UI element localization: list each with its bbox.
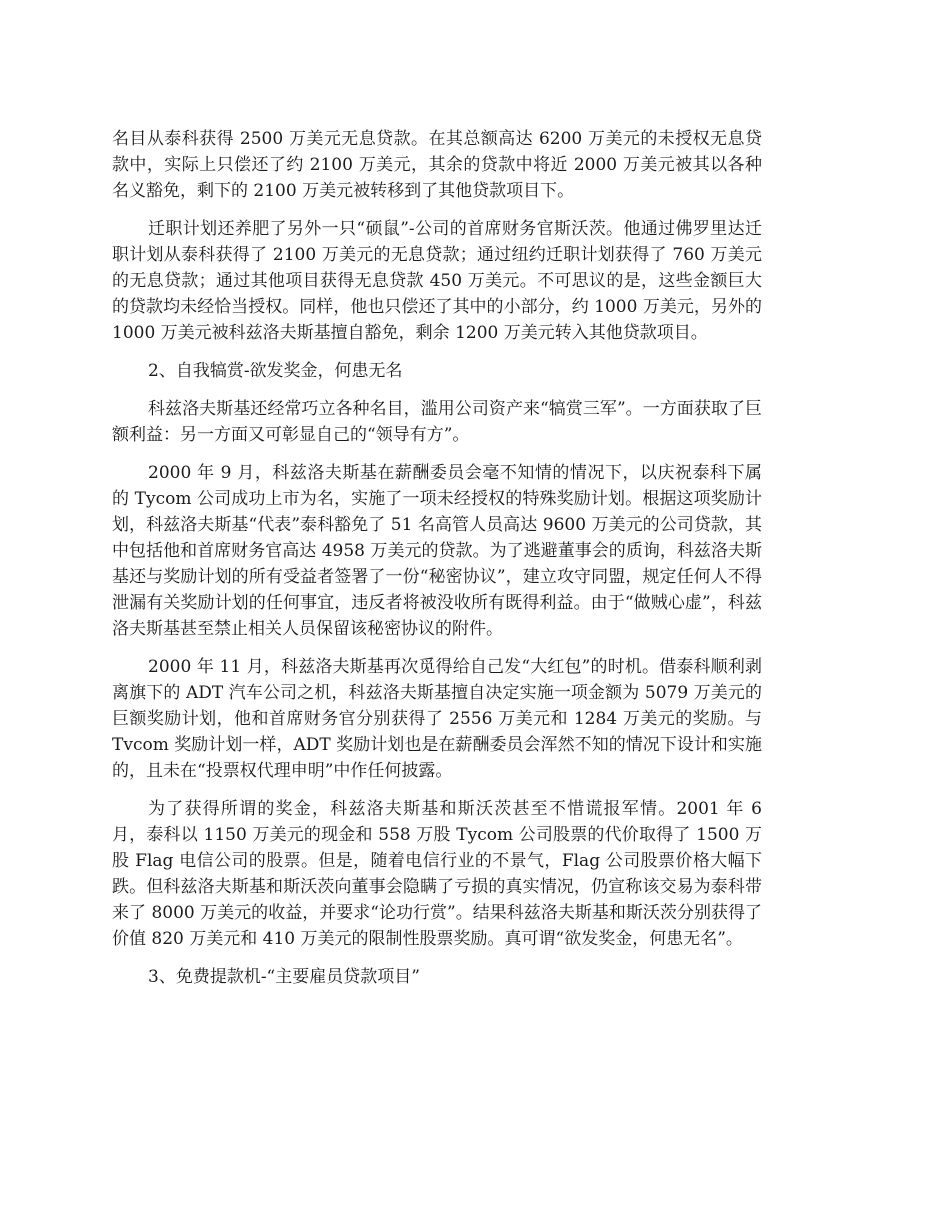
paragraph-flag-deal: 为了获得所谓的奖金，科兹洛夫斯基和斯沃茨甚至不惜谎报军情。2001 年 6 月，泰科以 1150 万美元的现金和 558 万股 Tycom 公司股票的代价取得了 1500 万股 Flag 电信公司的股票。但是，随着电信行业的不景气，Flag 公司股票价格大幅下跌。但科兹洛夫斯基和斯沃茨向董事会隐瞒了亏损的真实情况，仍宣称该交易为泰科带来了 8000 万美元的收益，并要求“论功行赏”。结果科兹洛夫斯基和斯沃茨分别获得了价值 820 万美元和 410 万美元的限制性股票奖励。真可谓“欲发奖金，何患无名”。 — [112, 799, 762, 949]
paragraph-loan-forgiveness: 名目从泰科获得 2500 万美元无息贷款。在其总额高达 6200 万美元的未授权无息贷款中，实际上只偿还了约 2100 万美元，其余的贷款中将近 2000 万美元被其以各种名义豁免，剩下的 2100 万美元被转移到了其他贷款项目下。 — [112, 129, 762, 201]
section-heading-self-reward: 2、自我犒赏-欲发奖金，何患无名 — [148, 361, 403, 381]
paragraph-adt-bonus: 2000 年 11 月，科兹洛夫斯基再次觅得给自己发“大红包”的时机。借泰科顺利剥离旗下的 ADT 汽车公司之机，科兹洛夫斯基擅自决定实施一项金额为 5079 万美元的巨额奖励计划，他和首席财务官分别获得了 2556 万美元和 1284 万美元的奖励。与 Tvcom 奖励计划一样，ADT 奖励计划也是在薪酬委员会浑然不知的情况下设计和实施的，且未在“投票权代理申明”中作任何披露。 — [112, 657, 762, 781]
section-heading-employee-loans: 3、免费提款机-“主要雇员贷款项目” — [148, 967, 420, 987]
paragraph-asset-abuse: 科兹洛夫斯基还经常巧立各种名目，滥用公司资产来“犒赏三军”。一方面获取了巨额利益：另一方面又可彰显自己的“领导有方”。 — [112, 399, 762, 445]
paragraph-tycom-bonus: 2000 年 9 月，科兹洛夫斯基在薪酬委员会毫不知情的情况下，以庆祝泰科下属的 Tycom 公司成功上市为名，实施了一项未经授权的特殊奖励计划。根据这项奖励计划，科兹洛夫斯基“代表”泰科豁免了 51 名高管人员高达 9600 万美元的公司贷款，其中包括他和首席财务官高达 4958 万美元的贷款。为了逃避董事会的质询，科兹洛夫斯基还与奖励计划的所有受益者签署了一份“秘密协议”，建立攻守同盟，规定任何人不得泄漏有关奖励计划的任何事宜，违反者将被没收所有既得利益。由于“做贼心虚”，科兹洛夫斯基甚至禁止相关人员保留该秘密协议的附件。 — [112, 463, 762, 639]
paragraph-cfo-relocation-loans: 迁职计划还养肥了另外一只“硕鼠”-公司的首席财务官斯沃茨。他通过佛罗里达迁职计划从泰科获得了 2100 万美元的无息贷款；通过纽约迁职计划获得了 760 万美元的无息贷款；通过其他项目获得无息贷款 450 万美元。不可思议的是，这些金额巨大的贷款均未经恰当授权。同样，他也只偿还了其中的小部分，约 1000 万美元，另外的 1000 万美元被科兹洛夫斯基擅自豁免，剩余 1200 万美元转入其他贷款项目。 — [112, 219, 762, 343]
document-page — [112, 126, 762, 1002]
